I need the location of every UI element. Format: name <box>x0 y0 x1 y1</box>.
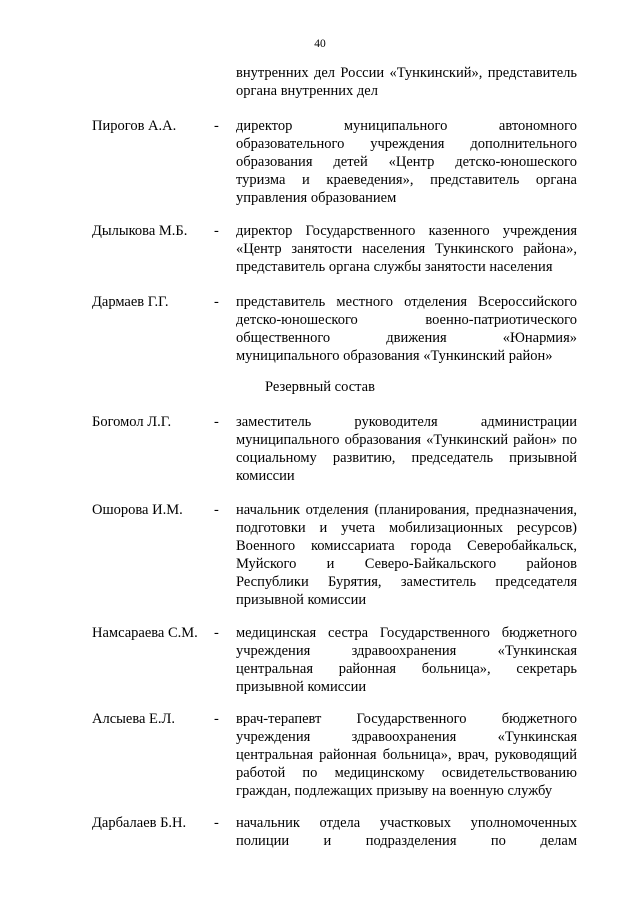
member-position-line: медицинская сестра Государственного бюджетного <box>236 625 577 641</box>
member-position-line: управления образованием <box>236 190 397 206</box>
member-position-line: директор Государственного казенного учреждения <box>236 223 577 239</box>
member-name: Дарбалаев Б.Н. <box>92 815 187 831</box>
member-position-line: представитель местного отделения Всероссийского <box>236 294 577 310</box>
member-position-line: комиссии <box>236 468 295 484</box>
member-name: Алсыева Е.Л. <box>92 711 175 727</box>
continuation-line: внутренних дел России «Тункинский», представитель <box>236 65 577 81</box>
member-position-line: Республики Бурятия, заместитель председателя <box>236 574 577 590</box>
member-position-line: «Центр занятости населения Тункинского района», <box>236 241 577 257</box>
continuation-line: органа внутренних дел <box>236 83 378 99</box>
member-name: Богомол Л.Г. <box>92 414 172 430</box>
member-name: Дармаев Г.Г. <box>92 294 169 310</box>
section-title: Резервный состав <box>265 379 375 395</box>
member-dash: - <box>214 625 219 641</box>
member-name: Ошорова И.М. <box>92 502 183 518</box>
member-position-line: детско-юношеского военно-патриотического <box>236 312 577 328</box>
member-position-line: начальник отдела участковых уполномоченных <box>236 815 577 831</box>
member-position-line: работой по медицинскому освидетельствованию <box>236 765 577 781</box>
member-position-line: подготовки и учета мобилизационных ресурсов) <box>236 520 577 536</box>
member-name: Пирогов А.А. <box>92 118 177 134</box>
member-position-line: представитель органа службы занятости населения <box>236 259 553 275</box>
member-position-line: врач-терапевт Государственного бюджетного <box>236 711 577 727</box>
member-dash: - <box>214 294 219 310</box>
member-position-line: полиции и подразделения по делам <box>236 833 577 849</box>
member-position-line: центральная районная больница», секретарь <box>236 661 577 677</box>
member-position-line: общественного движения «Юнармия» <box>236 330 577 346</box>
member-position-line: центральная районная больница», врач, руководящий <box>236 747 577 763</box>
member-position-line: учреждения здравоохранения «Тункинская <box>236 729 577 745</box>
member-dash: - <box>214 502 219 518</box>
member-position-line: социальному развитию, председатель призывной <box>236 450 577 466</box>
member-position-line: заместитель руководителя администрации <box>236 414 577 430</box>
member-position-line: призывной комиссии <box>236 592 367 608</box>
member-position-line: начальник отделения (планирования, предназначения, <box>236 502 577 518</box>
member-position-line: Муйского и Северо-Байкальского районов <box>236 556 577 572</box>
member-dash: - <box>214 414 219 430</box>
member-position-line: Военного комиссариата города Северобайкальск, <box>236 538 577 554</box>
member-position-line: директор муниципального автономного <box>236 118 577 134</box>
member-dash: - <box>214 118 219 134</box>
member-dash: - <box>214 711 219 727</box>
member-position-line: учреждения здравоохранения «Тункинская <box>236 643 577 659</box>
member-dash: - <box>214 223 219 239</box>
member-position-line: муниципального образования «Тункинский район» <box>236 348 553 364</box>
page-number: 40 <box>314 38 326 50</box>
member-position-line: туризма и краеведения», представитель органа <box>236 172 577 188</box>
member-position-line: образовательного учреждения дополнительного <box>236 136 577 152</box>
member-position-line: образования детей «Центр детско-юношеского <box>236 154 577 170</box>
member-name: Намсараева С.М. <box>92 625 198 641</box>
member-position-line: призывной комиссии <box>236 679 367 695</box>
member-name: Дылыкова М.Б. <box>92 223 188 239</box>
member-position-line: муниципального образования «Тункинский район» по <box>236 432 577 448</box>
member-position-line: граждан, подлежащих призыву на военную службу <box>236 783 553 799</box>
member-dash: - <box>214 815 219 831</box>
